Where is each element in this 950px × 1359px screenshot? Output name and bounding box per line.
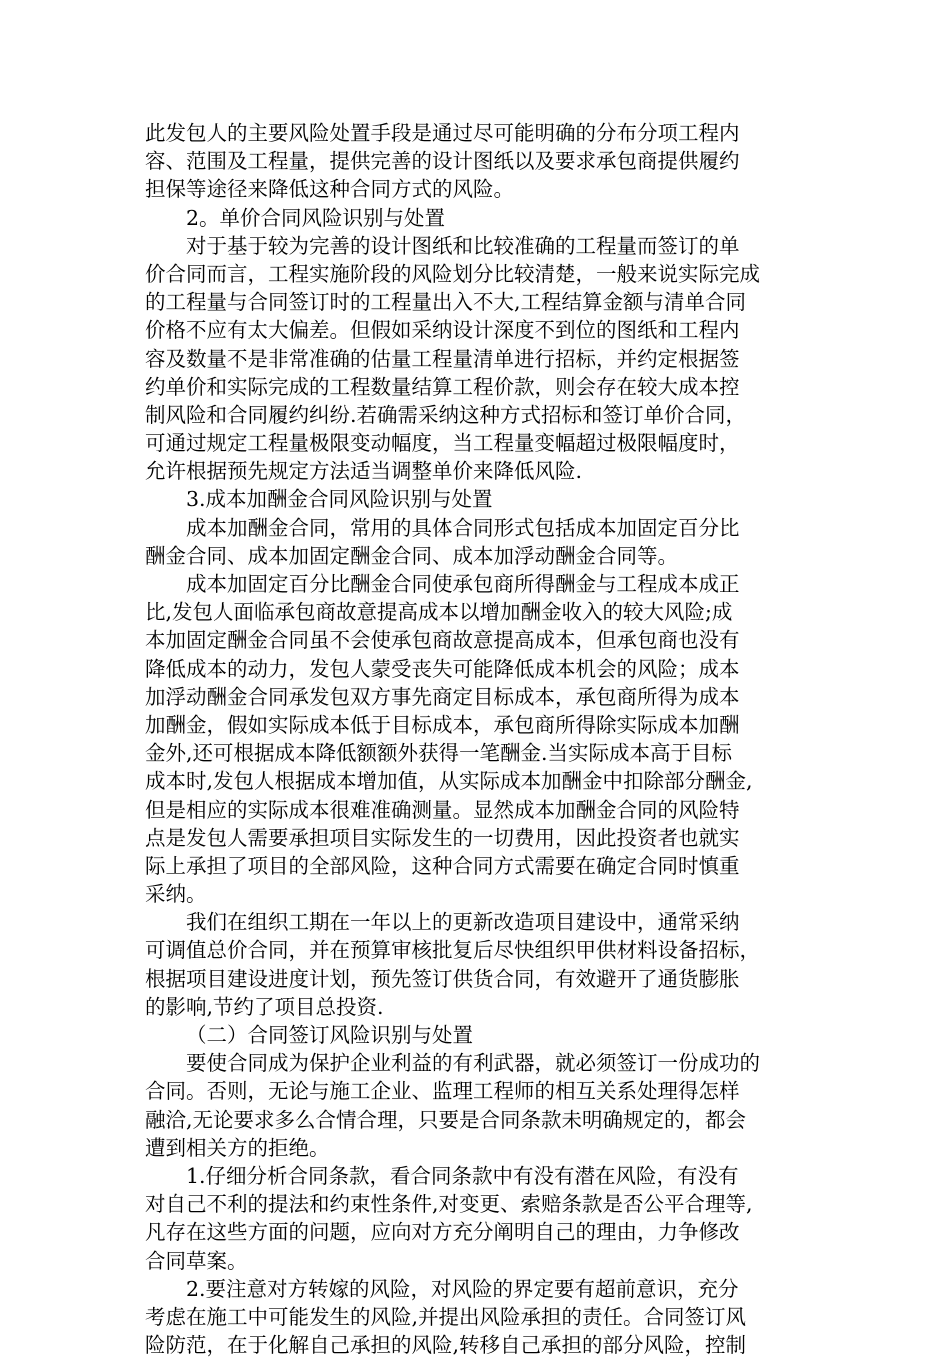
- text-line: 制风险和合同履约纠纷.若确需采纳这种方式招标和签订单价合同，: [145, 402, 747, 427]
- text-line: 容、范围及工程量，提供完善的设计图纸以及要求承包商提供履约: [145, 149, 740, 174]
- text-line: （二）合同签订风险识别与处置: [186, 1023, 473, 1047]
- text-line: 加酬金，假如实际成本低于目标成本，承包商所得除实际成本加酬: [145, 712, 740, 737]
- text-line: 融洽,无论要求多么合情合理，只要是合同条款未明确规定的，都会: [145, 1107, 747, 1132]
- text-line: 降低成本的动力，发包人蒙受丧失可能降低成本机会的风险；成本: [145, 656, 740, 681]
- text-line: 点是发包人需要承担项目实际发生的一切费用，因此投资者也就实: [145, 825, 740, 850]
- text-line: 1.仔细分析合同条款，看合同条款中有没有潜在风险，有没有: [186, 1163, 739, 1188]
- text-line: 我们在组织工期在一年以上的更新改造项目建设中，通常采纳: [186, 910, 740, 935]
- text-line: 容及数量不是非常准确的估量工程量清单进行招标，并约定根据签: [145, 346, 740, 371]
- text-line: 际上承担了项目的全部风险，这种合同方式需要在确定合同时慎重: [145, 853, 740, 878]
- text-line: 遭到相关方的拒绝。: [145, 1135, 330, 1160]
- text-line: 要使合同成为保护企业利益的有利武器，就必须签订一份成功的: [186, 1051, 760, 1076]
- text-line: 价格不应有太大偏差。但假如采纳设计深度不到位的图纸和工程内: [145, 318, 740, 343]
- text-line: 成本加酬金合同，常用的具体合同形式包括成本加固定百分比: [186, 515, 740, 540]
- text-line: 2。单价合同风险识别与处置: [186, 205, 446, 230]
- text-line: 3.成本加酬金合同风险识别与处置: [186, 487, 493, 512]
- text-line: 金外,还可根据成本降低额额外获得一笔酬金.当实际成本高于目标: [145, 741, 733, 766]
- text-line: 价合同而言，工程实施阶段的风险划分比较清楚，一般来说实际完成: [145, 261, 760, 286]
- text-line: 可通过规定工程量极限变动幅度，当工程量变幅超过极限幅度时，: [145, 431, 740, 456]
- text-line: 担保等途径来降低这种合同方式的风险。: [145, 177, 514, 202]
- text-line: 的工程量与合同签订时的工程量出入不大,工程结算金额与清单合同: [145, 290, 747, 315]
- text-line: 考虑在施工中可能发生的风险,并提出风险承担的责任。合同签订风: [145, 1304, 747, 1329]
- text-line: 允许根据预先规定方法适当调整单价来降低风险.: [145, 459, 583, 484]
- text-line: 对自己不利的提法和约束性条件,对变更、索赔条款是否公平合理等,: [145, 1192, 753, 1217]
- text-line: 成本时,发包人根据成本增加值，从实际成本加酬金中扣除部分酬金,: [145, 769, 753, 794]
- document-page: [145, 119, 807, 1359]
- text-line: 加浮动酬金合同承发包双方事先商定目标成本，承包商所得为成本: [145, 684, 740, 709]
- text-line: 比,发包人面临承包商故意提高成本以增加酬金收入的较大风险;成: [145, 600, 733, 625]
- text-line: 合同草案。: [145, 1248, 248, 1273]
- text-line: 本加固定酬金合同虽不会使承包商故意提高成本，但承包商也没有: [145, 628, 740, 653]
- text-line: 可调值总价合同，并在预算审核批复后尽快组织甲供材料设备招标，: [145, 938, 760, 963]
- text-line: 成本加固定百分比酬金合同使承包商所得酬金与工程成本成正: [186, 572, 740, 596]
- text-line: 根据项目建设进度计划，预先签订供货合同，有效避开了通货膨胀: [145, 966, 740, 991]
- text-line: 的影响,节约了项目总投资.: [145, 994, 384, 1019]
- text-line: 2.要注意对方转嫁的风险，对风险的界定要有超前意识，充分: [186, 1276, 739, 1301]
- text-line: 但是相应的实际成本很难准确测量。显然成本加酬金合同的风险特: [145, 797, 740, 822]
- text-line: 对于基于较为完善的设计图纸和比较准确的工程量而签订的单: [186, 233, 740, 258]
- text-line: 约单价和实际完成的工程数量结算工程价款，则会存在较大成本控: [145, 374, 740, 399]
- text-line: 采纳。: [145, 882, 207, 907]
- text-line: 酬金合同、成本加固定酬金合同、成本加浮动酬金合同等。: [145, 543, 678, 568]
- text-line: 此发包人的主要风险处置手段是通过尽可能明确的分布分项工程内: [145, 121, 740, 145]
- text-line: 险防范，在于化解自己承担的风险,转移自己承担的部分风险，控制: [145, 1333, 747, 1358]
- text-line: 合同。否则，无论与施工企业、监理工程师的相互关系处理得怎样: [145, 1079, 740, 1104]
- text-line: 凡存在这些方面的问题，应向对方充分阐明自己的理由，力争修改: [145, 1220, 740, 1245]
